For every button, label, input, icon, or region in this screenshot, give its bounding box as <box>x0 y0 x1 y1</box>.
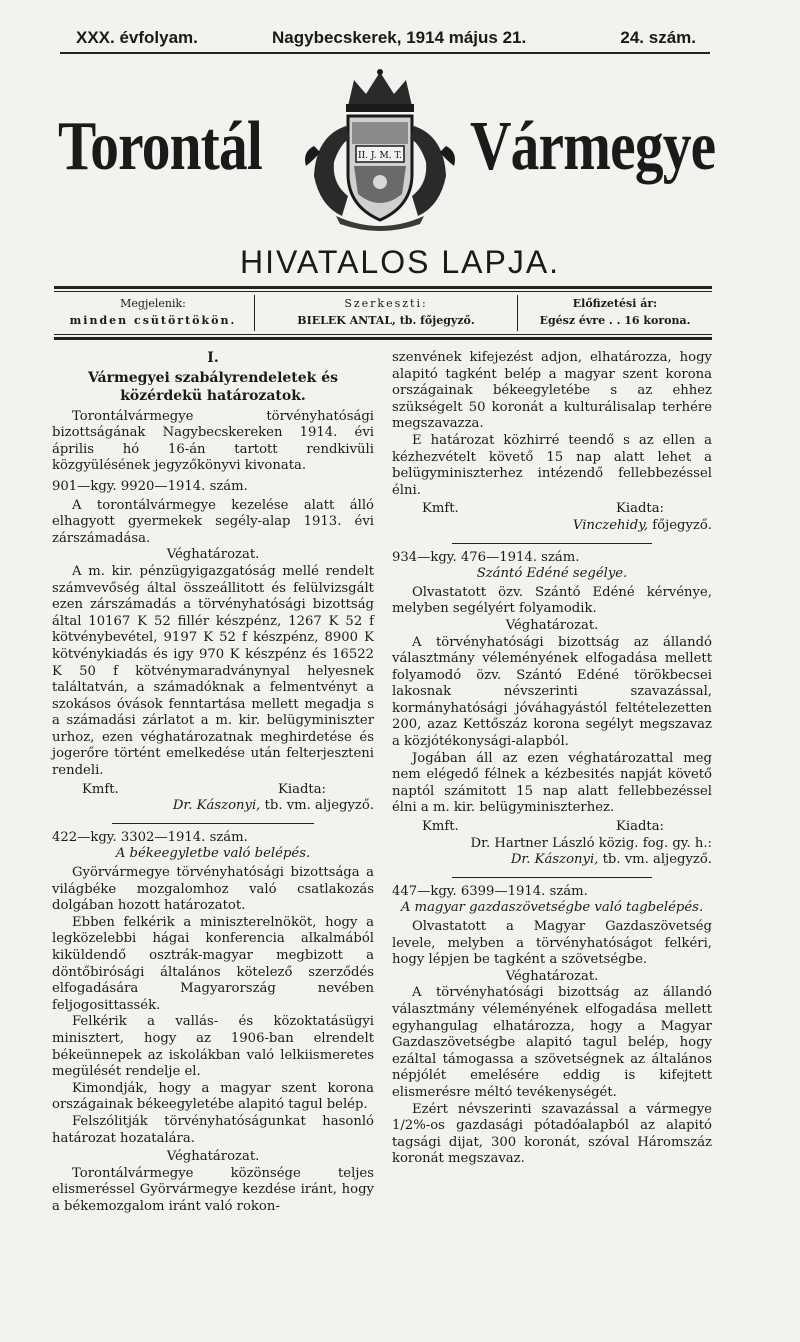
editor-value: BIELEK ANTAL, tb. főjegyző. <box>297 314 475 327</box>
article-paragraph: szenvének kifejezést adjon, elhatározza, hogy alapitó tagként belép a magyar szent korona országainak békeegyletébe s az ehhez szükségelt 50 koronát a kulturálisalap terhére megszavazza. <box>392 350 712 432</box>
resolution-heading: Véghatározat. <box>166 547 260 563</box>
article-paragraph: E határozat közhirré teendő s az ellen a kézhezvételt követő 15 nap alatt lehet a belügyminiszterhez intézendő fellebbezéssel élni. <box>392 432 712 498</box>
coat-of-arms-icon <box>296 66 464 232</box>
signer-deputy: Dr. Hartner László közig. fog. gy. h.: <box>470 835 712 851</box>
right-column <box>392 350 712 1168</box>
signer <box>52 798 374 815</box>
article-paragraph: Olvastatott özv. Szántó Edéné kérvénye, melyben segélyért folyamodik. <box>392 584 712 617</box>
masthead-title-left: Torontál <box>58 108 262 185</box>
appears-label: Megjelenik: <box>120 297 186 310</box>
kmft-label: Kmft. <box>82 781 119 797</box>
place-date: Nagybecskerek, 1914 május 21. <box>272 28 527 47</box>
masthead-subtitle: HIVATALOS LAPJA. <box>239 244 561 280</box>
article-divider <box>112 823 314 824</box>
kiadta-label: Kiadta: <box>616 501 664 517</box>
section-number: I. <box>207 350 219 366</box>
section-intro: Torontálvármegye törvényhatósági bizottságának Nagybecskereken 1914. évi április hó 16-án tartott rendkivüli közgyülésének jegyzőkönyvi kivonata. <box>52 408 374 474</box>
article-divider <box>452 543 652 544</box>
editor-label: Szerkeszti: <box>344 297 428 310</box>
article-paragraph: Felszólitják törvényhatóságunkat hasonló határozat hozatalára. <box>52 1113 374 1146</box>
editor-cell <box>254 295 518 331</box>
signature-line <box>52 782 374 799</box>
signer-name: Dr. Kászonyi, <box>510 852 599 868</box>
article-paragraph: Ebben felkérik a miniszterelnököt, hogy a legközelebbi hágai konferencia alkalmából kiküldendő osztrák-magyar megbizott a döntőbirósági általános kötelező szerződés elfogadására Magyarország nevében feljogosittassék. <box>52 914 374 1013</box>
svg-text:II. J. M. T.: II. J. M. T. <box>358 151 402 161</box>
signature-line <box>392 501 712 518</box>
article-paragraph: Ezért névszerinti szavazással a vármegye 1/2%-os gazdasági pótadóalapból az alapitó tagsági dijat, 300 koronát, szóval Háromszáz koronát megszavaz. <box>392 1101 712 1167</box>
signer-title: főjegyző. <box>648 517 712 533</box>
price-cell <box>518 295 712 331</box>
article-paragraph: Jogában áll az ezen véghatározattal meg nem elégedő félnek a kézbesités napját követő naptól számitott 15 nap alatt fellebbezéssel élni a m. kir. belügyminiszterhez. <box>392 750 712 816</box>
signer-title: tb. vm. aljegyző. <box>260 798 374 814</box>
article-paragraph: Torontálvármegye közönsége teljes elismeréssel Györvármegye kezdése iránt, hogy a békemozgalom iránt való rokon- <box>52 1165 374 1214</box>
resolution-heading: Véghatározat. <box>505 617 599 633</box>
resolution-heading: Véghatározat. <box>166 1149 260 1165</box>
article-title: A békeegyletbe való belépés. <box>115 846 311 862</box>
article-number: 422—kgy. 3302—1914. szám. <box>52 829 248 845</box>
signer <box>392 852 712 869</box>
article-paragraph: Felkérik a vallás- és közoktatásügyi minisztert, hogy az 1906-ban elrendelt békeünnepek az iskolákban való lelkiismeretes megülését rendelje el. <box>52 1014 374 1080</box>
kmft-label: Kmft. <box>422 819 459 835</box>
section-title: Vármegyei szabályrendeletek és közérdekü határozatok. <box>87 369 339 404</box>
article-paragraph: A törvényhatósági bizottság az állandó választmány véleményének elfogadása mellett egyhangulag elhatározza, hogy a Magyar Gazdaszövetségbe alapitó tagul belép, hogy ezáltal támogassa a szövetségnek az általános népjólét emelésére eddig is kifejtett elismerésre méltó tevékenységét. <box>392 985 712 1100</box>
article-number: 934—kgy. 476—1914. szám. <box>392 549 580 565</box>
info-bar-rule-top <box>54 291 712 292</box>
kiadta-label: Kiadta: <box>278 781 326 797</box>
left-column <box>52 350 374 1216</box>
volume-label: XXX. évfolyam. <box>76 28 198 47</box>
kmft-label: Kmft. <box>422 501 459 517</box>
info-bar <box>54 286 712 340</box>
masthead-title-right: Vármegye <box>470 108 716 185</box>
appears-cell <box>54 295 252 331</box>
signer-title: tb. vm. aljegyző. <box>598 852 712 868</box>
article-paragraph: A m. kir. pénzügyigazgatóság mellé rendelt számvevőség által összeállitott és felülvizsgált ezen zárszámadás a törvényhatósági bizottság által 10167 K 52 fillér készpénz, 1267 K 52 f kötvénybevétel, 9197 K 52 f készpénz, 8900 K kötvénykiadás és igy 970 K készpénz és 16522 K 50 f kötvénymaradványnyal helyesnek találtatván, a számadóknak a felmentvényt a szokásos óvások fenntartása mellett megadja s a számadási zárlatot a m. kir. belügyminiszter urhoz, ezen véghatározatnak meghirdetése és jogerőre történt emelkedése után felterjeszteni rendeli. <box>52 563 374 779</box>
article-paragraph: Kimondják, hogy a magyar szent korona országainak békeegyletébe alapitó tagul belép. <box>52 1080 374 1113</box>
article-divider <box>452 877 652 878</box>
issue-number: 24. szám. <box>620 28 696 47</box>
article-paragraph: A törvényhatósági bizottság az állandó választmány véleményének elfogadása mellett folyamodó özv. Szántó Edéné törökbecsei lakosnak névszerinti szavazással, kormányhatósági jóváhagyástól feltételezetten 200, azaz Kettőszáz korona segélyt megszavaz a közjótékonysági-alapból. <box>392 634 712 750</box>
signature-line <box>392 819 712 836</box>
article-paragraph: Olvastatott a Magyar Gazdaszövetség levele, melyben a törvényhatóságot felkéri, hogy lépjen be tagként a szövetségbe. <box>392 919 712 968</box>
article-title: A magyar gazdaszövetségbe való tagbelépés. <box>400 900 704 916</box>
appears-value: minden csütörtökön. <box>69 314 237 327</box>
article-title: Szántó Edéné segélye. <box>476 566 628 582</box>
header-rule <box>60 52 710 54</box>
resolution-heading: Véghatározat. <box>505 968 599 984</box>
price-label: Előfizetési ár: <box>572 297 658 310</box>
signer-name: Dr. Kászonyi, <box>172 798 261 814</box>
issue-header <box>60 24 710 52</box>
article-paragraph: Györvármegye törvényhatósági bizottsága a világbéke mozgalomhoz való csatlakozás dolgában hozott határozatot. <box>52 865 374 914</box>
signer <box>392 518 712 535</box>
article-paragraph: A torontálvármegye kezelése alatt álló elhagyott gyermekek segély-alap 1913. évi zárszámadása. <box>52 497 374 546</box>
signer-name: Vinczehidy, <box>572 517 649 533</box>
article-number: 901—kgy. 9920—1914. szám. <box>52 478 248 494</box>
article-number: 447—kgy. 6399—1914. szám. <box>392 883 588 899</box>
info-bar-rule-bottom <box>54 334 712 335</box>
price-value: Egész évre . . 16 korona. <box>539 314 691 327</box>
kiadta-label: Kiadta: <box>616 819 664 835</box>
